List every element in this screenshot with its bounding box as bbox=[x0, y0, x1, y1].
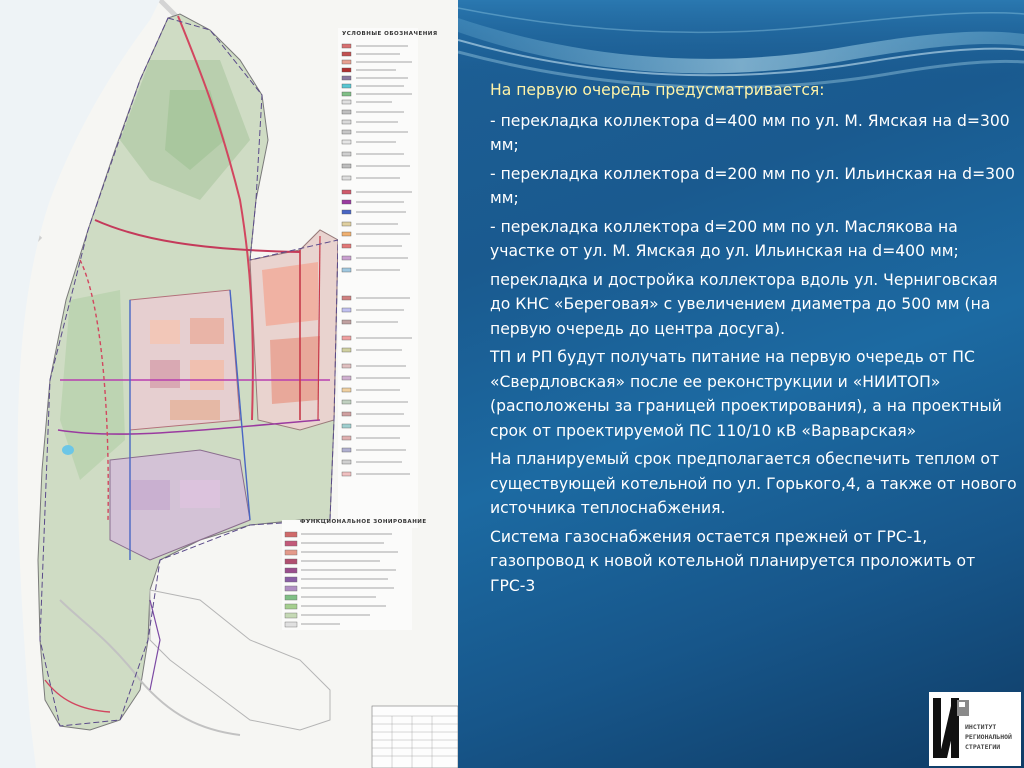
zoning-legend-title: ФУНКЦИОНАЛЬНОЕ ЗОНИРОВАНИЕ bbox=[300, 519, 427, 525]
zoning-legend bbox=[282, 520, 412, 630]
paragraph-1: - перекладка коллектора d=400 мм по ул. М. Ямская на d=300 мм; bbox=[490, 111, 1010, 154]
logo-line-2: РЕГИОНАЛЬНОЙ bbox=[965, 733, 1012, 741]
logo-line-3: СТРАТЕГИИ bbox=[965, 743, 1001, 751]
planning-map bbox=[0, 0, 458, 768]
paragraph-2: - перекладка коллектора d=200 мм по ул. Ильинская на d=300 мм; bbox=[490, 164, 1015, 207]
paragraph-5: ТП и РП будут получать питание на первую очередь от ПС «Свердловская» после ее реконструкции и «НИИТОП» (расположены за границей проектирования), а на проектный срок от проектируемой ПС 110/10 кВ «Варварская» bbox=[490, 348, 1002, 440]
map-legend bbox=[338, 28, 418, 528]
paragraph-4: перекладка и достройка коллектора вдоль ул. Черниговская до КНС «Береговая» с увеличением диаметра до 500 мм (на первую очередь до центра досуга). bbox=[490, 270, 998, 338]
legend-title: УСЛОВНЫЕ ОБОЗНАЧЕНИЯ bbox=[342, 31, 438, 37]
institute-logo bbox=[929, 692, 1021, 766]
logo-caption bbox=[965, 722, 1021, 752]
text-panel bbox=[458, 0, 1024, 768]
paragraph-3: - перекладка коллектора d=200 мм по ул. Маслякова на участке от ул. М. Ямская до ул. Ильинская на d=400 мм; bbox=[490, 217, 959, 260]
slide-heading: На первую очередь предусматривается: bbox=[490, 81, 825, 99]
slide-text bbox=[490, 78, 1020, 602]
drawing-stamp bbox=[372, 706, 458, 768]
paragraph-6: На планируемый срок предполагается обеспечить теплом от существующей котельной по ул. Горького,4, а также от нового источника теплоснабжения. bbox=[490, 450, 1017, 517]
paragraph-7: Система газоснабжения остается прежней от ГРС-1, газопровод к новой котельной планируется проложить от ГРС-3 bbox=[490, 527, 976, 595]
map-drawing bbox=[0, 0, 458, 768]
logo-line-1: ИНСТИТУТ bbox=[965, 723, 997, 731]
